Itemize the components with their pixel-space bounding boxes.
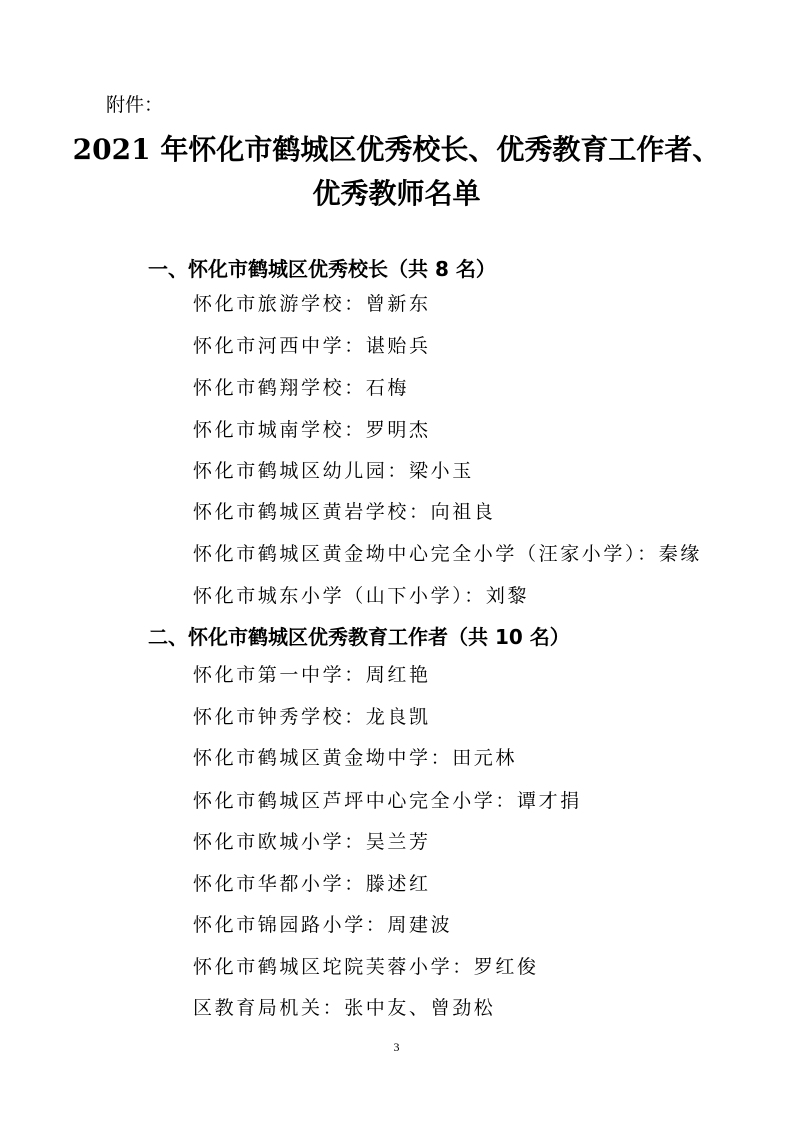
section-heading-education-workers: 二、怀化市鹤城区优秀教育工作者（共 10 名）	[148, 625, 570, 649]
page-number: 3	[393, 1040, 400, 1054]
list-item: 怀化市河西中学：谌贻兵	[193, 335, 431, 357]
list-item: 怀化市旅游学校：曾新东	[193, 293, 431, 315]
list-item: 怀化市鹤城区黄金坳中心完全小学（汪家小学）：秦缘	[193, 543, 702, 565]
list-item: 怀化市第一中学：周红艳	[193, 664, 431, 686]
list-item: 怀化市锦园路小学：周建波	[193, 914, 453, 936]
list-item: 怀化市鹤城区黄岩学校：向祖良	[193, 501, 496, 523]
list-item: 怀化市欧城小学：吴兰芳	[193, 831, 431, 853]
list-item: 怀化市鹤翔学校：石梅	[193, 377, 410, 399]
document-title-line-1: 2021 年怀化市鹤城区优秀校长、优秀教育工作者、	[72, 133, 721, 166]
list-item: 怀化市城南学校：罗明杰	[193, 419, 431, 441]
list-item: 区教育局机关：张中友、曾劲松	[193, 997, 496, 1019]
list-item: 怀化市鹤城区芦坪中心完全小学：谭才捐	[193, 790, 582, 812]
attachment-label: 附件：	[106, 94, 164, 116]
list-item: 怀化市鹤城区幼儿园：梁小玉	[193, 460, 474, 482]
section-heading-principals: 一、怀化市鹤城区优秀校长（共 8 名）	[148, 257, 496, 281]
list-item: 怀化市城东小学（山下小学）：刘黎	[193, 585, 530, 607]
list-item: 怀化市鹤城区黄金坳中学：田元林	[193, 747, 518, 769]
document-title-line-2: 优秀教师名单	[312, 177, 481, 210]
list-item: 怀化市钟秀学校：龙良凯	[193, 706, 431, 728]
list-item: 怀化市华都小学：滕述红	[193, 873, 431, 895]
list-item: 怀化市鹤城区坨院芙蓉小学：罗红俊	[193, 956, 539, 978]
